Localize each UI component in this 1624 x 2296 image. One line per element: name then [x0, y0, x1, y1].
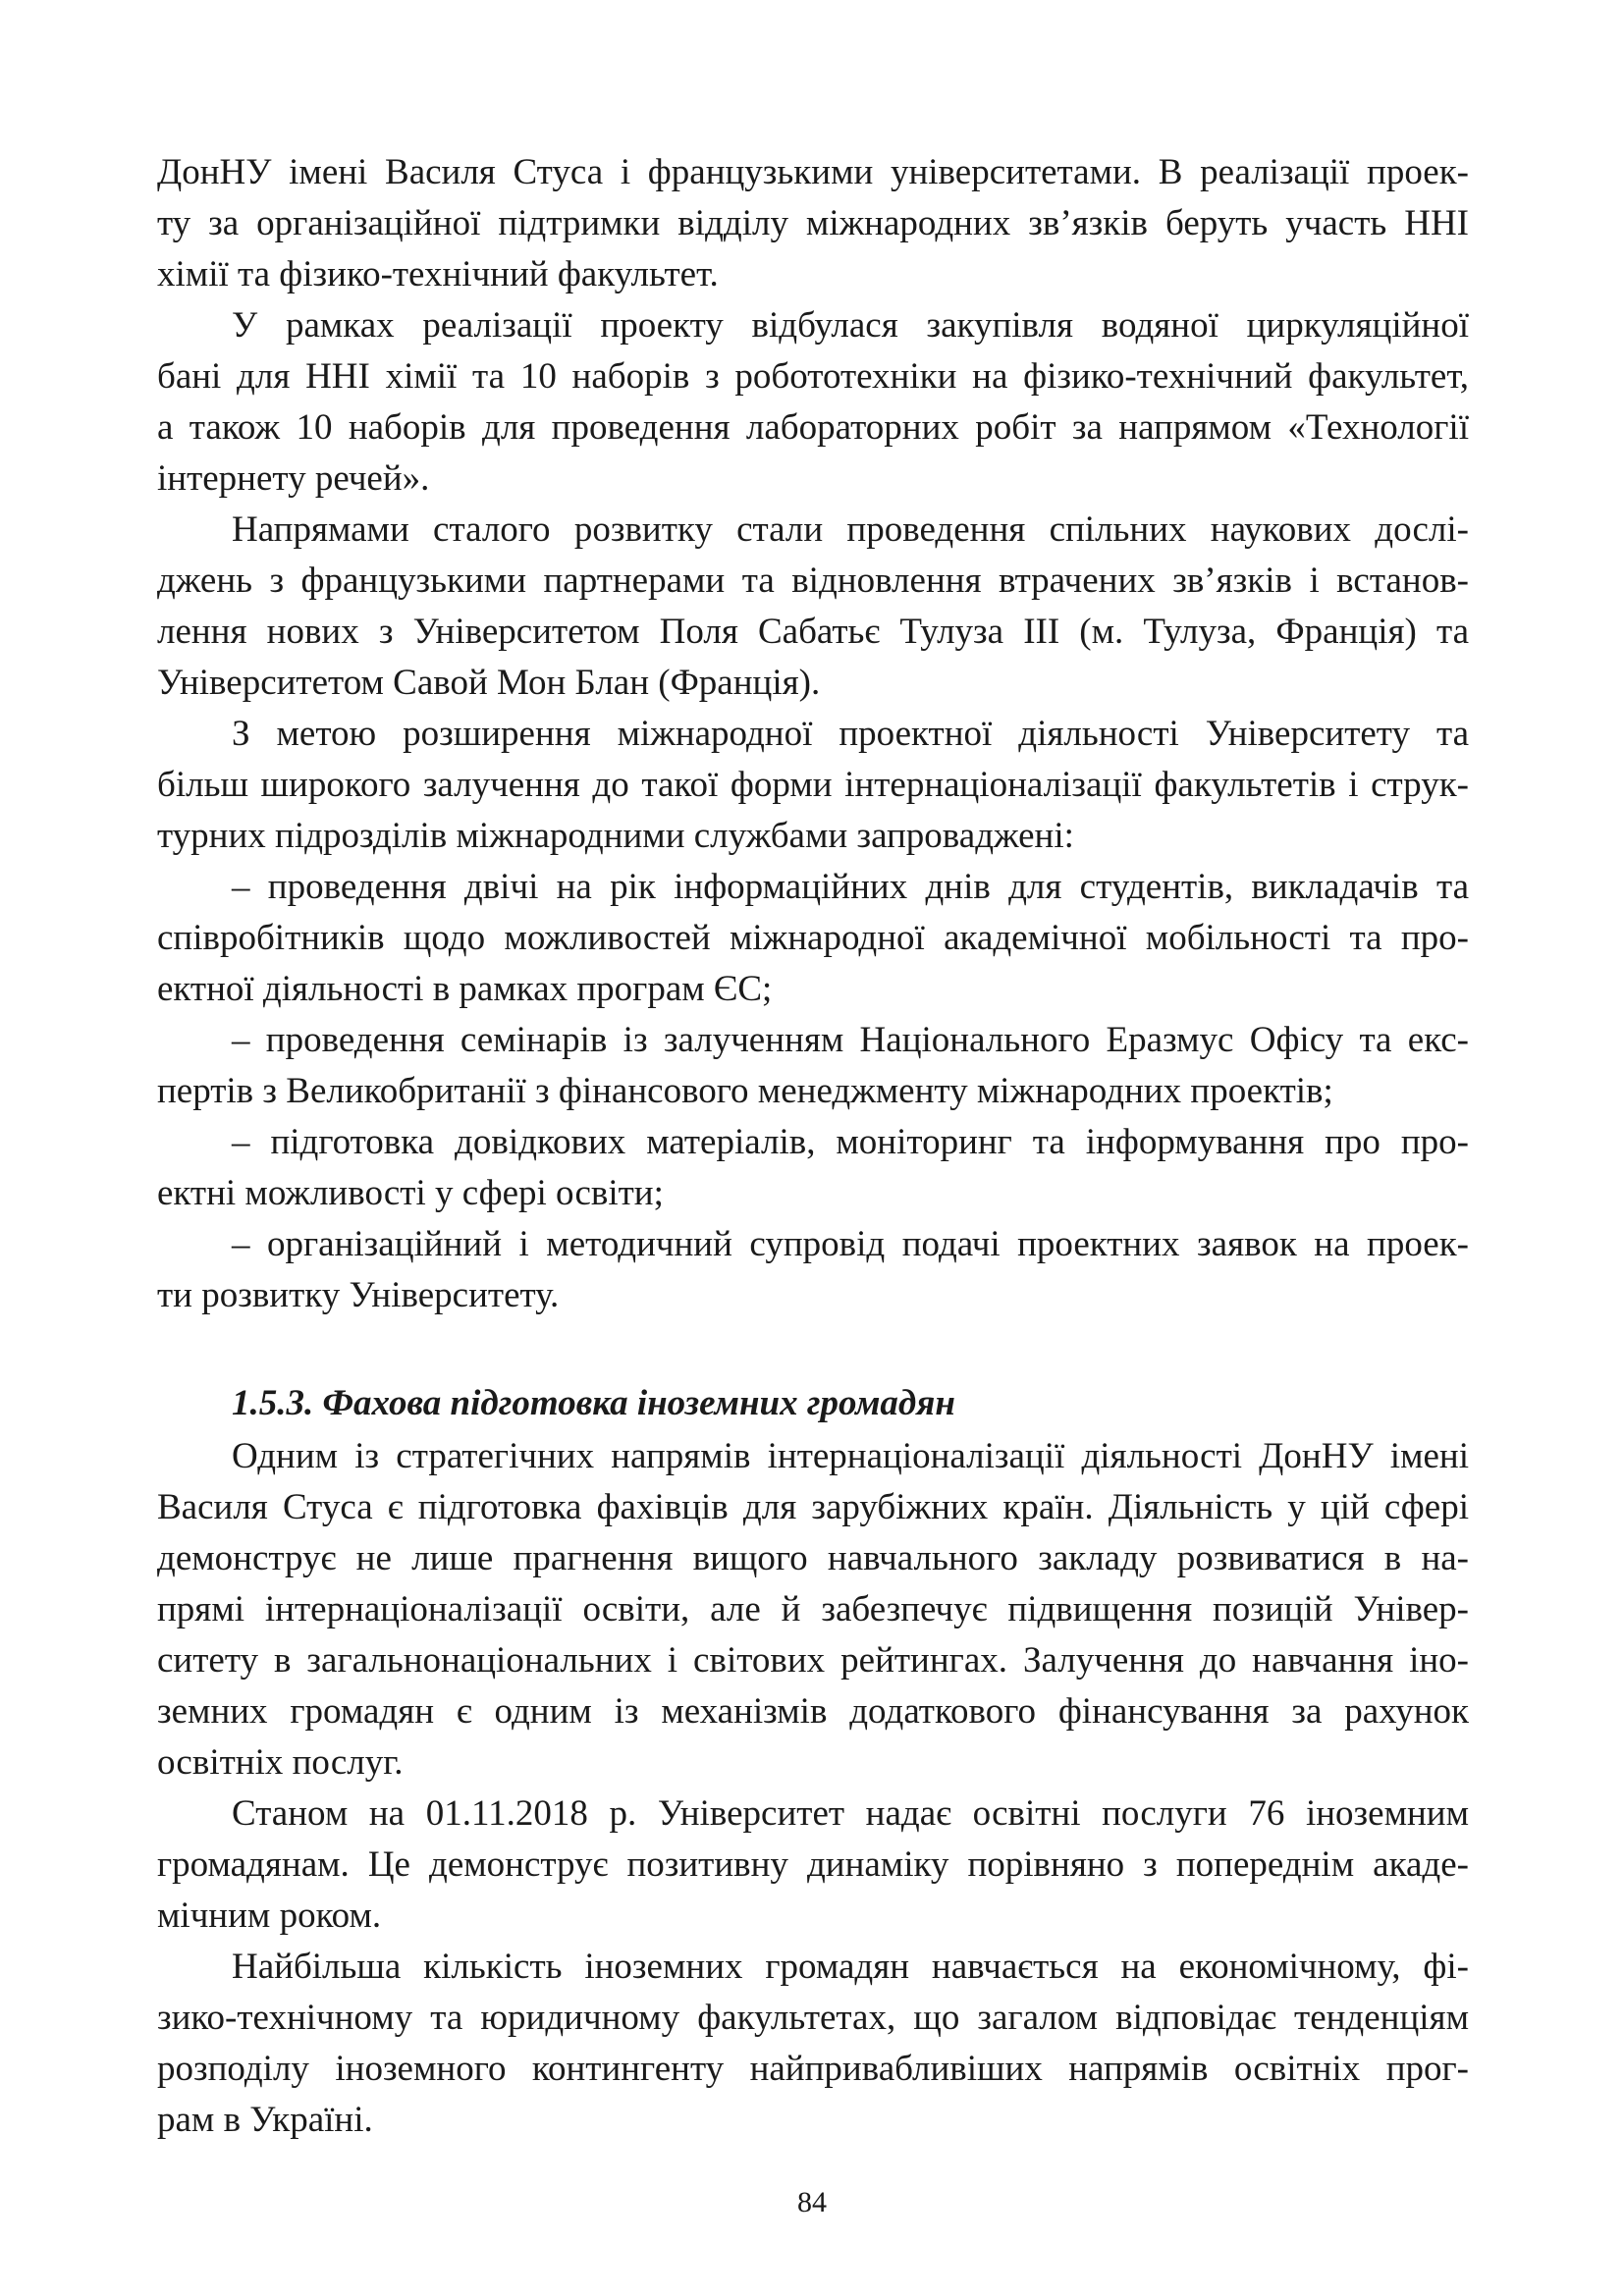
paragraph [157, 709, 1469, 862]
text-line: турних підрозділів міжнародними службами запроваджені: [157, 816, 1074, 856]
paragraph [157, 300, 1469, 505]
text-line: – проведення семінарів із залученням Національного Еразмус Офісу та екс- [232, 1020, 1469, 1060]
text-line: громадянам. Це демонструє позитивну динаміку порівняно з попереднім акаде- [157, 1844, 1469, 1885]
paragraph [157, 1117, 1469, 1219]
page-number: 84 [797, 2186, 827, 2218]
text-line: У рамках реалізації проекту відбулася закупівля водяної циркуляційної [232, 305, 1469, 346]
paragraph [157, 1431, 1469, 1789]
page-content [157, 147, 1469, 2146]
text-line: Одним із стратегічних напрямів інтернаціоналізації діяльності ДонНУ імені [232, 1436, 1469, 1476]
text-line: зико-технічному та юридичному факультетах, що загалом відповідає тенденціям [157, 1998, 1469, 2038]
section-heading: 1.5.3. Фахова підготовка іноземних громадян [232, 1383, 955, 1423]
text-line: співробітників щодо можливостей міжнародної академічної мобільності та про- [157, 918, 1469, 958]
text-line: інтернету речей». [157, 458, 430, 499]
text-line: більш широкого залучення до такої форми інтернаціоналізації факультетів і струк- [157, 765, 1469, 805]
paragraph [157, 1219, 1469, 1321]
text-line: джень з французькими партнерами та відновлення втрачених зв’язків і встанов- [157, 561, 1469, 601]
text-line: ДонНУ імені Василя Стуса і французькими університетами. В реалізації проек- [157, 152, 1469, 192]
text-block-after [157, 1431, 1469, 2146]
text-line: мічним роком. [157, 1896, 382, 1936]
paragraph [157, 1942, 1469, 2146]
text-line: Університетом Савой Мон Блан (Франція). [157, 663, 821, 703]
text-line: – організаційний і методичний супровід подачі проектних заявок на проек- [232, 1224, 1469, 1264]
text-line: ти розвитку Університету. [157, 1275, 560, 1315]
text-line: лення нових з Університетом Поля Сабатьє Тулуза ІІІ (м. Тулуза, Франція) та [157, 612, 1469, 652]
text-line: ектної діяльності в рамках програм ЄС; [157, 969, 773, 1009]
paragraph [157, 1789, 1469, 1942]
text-line: – проведення двічі на рік інформаційних днів для студентів, викладачів та [232, 867, 1469, 907]
text-line: Найбільша кількість іноземних громадян навчається на економічному, фі- [232, 1947, 1469, 1987]
text-line: демонструє не лише прагнення вищого навчального закладу розвиватися в на- [157, 1538, 1469, 1578]
text-line: ту за організаційної підтримки відділу міжнародних зв’язків беруть участь ННІ [157, 203, 1469, 243]
text-block-before [157, 147, 1469, 1321]
text-line: рам в Україні. [157, 2100, 373, 2140]
text-line: а також 10 наборів для проведення лабораторних робіт за напрямом «Технології [157, 407, 1469, 448]
text-line: освітніх послуг. [157, 1742, 404, 1783]
paragraph [157, 862, 1469, 1015]
text-line: З метою розширення міжнародної проектної діяльності Університету та [232, 714, 1469, 754]
text-line: бані для ННІ хімії та 10 наборів з робототехніки на фізико-технічний факультет, [157, 356, 1469, 397]
text-line: ектні можливості у сфері освіти; [157, 1173, 664, 1213]
text-line: розподілу іноземного контингенту найпривабливіших напрямів освітніх прог- [157, 2049, 1469, 2089]
text-line: прямі інтернаціоналізації освіти, але й забезпечує підвищення позицій Універ- [157, 1589, 1469, 1629]
paragraph [157, 147, 1469, 300]
text-line: земних громадян є одним із механізмів додаткового фінансування за рахунок [157, 1691, 1469, 1732]
text-line: Напрямами сталого розвитку стали проведення спільних наукових дослі- [232, 509, 1469, 550]
text-line: пертів з Великобританії з фінансового менеджменту міжнародних проектів; [157, 1071, 1333, 1111]
text-line: Станом на 01.11.2018 р. Університет надає освітні послуги 76 іноземним [232, 1793, 1469, 1834]
text-line: – підготовка довідкових матеріалів, моніторинг та інформування про про- [232, 1122, 1469, 1162]
paragraph [157, 1015, 1469, 1117]
text-line: хімії та фізико-технічний факультет. [157, 254, 719, 294]
text-line: ситету в загальнонаціональних і світових рейтингах. Залучення до навчання іно- [157, 1640, 1469, 1681]
text-line: Василя Стуса є підготовка фахівців для зарубіжних країн. Діяльність у цій сфері [157, 1487, 1469, 1527]
paragraph [157, 505, 1469, 709]
